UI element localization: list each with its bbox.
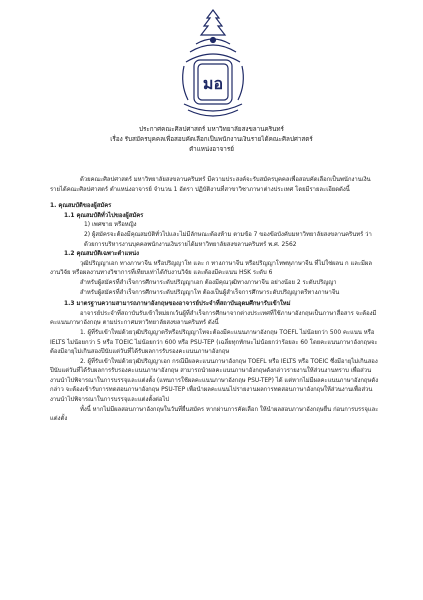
emblem-lettering: มอ	[202, 74, 224, 93]
section-1-1-item-1: 1) เพศชาย หรือหญิง	[84, 222, 137, 229]
heading-line-1: ประกาศคณะศิลปศาสตร์ มหาวิทยาลัยสงขลานครินทร์	[139, 126, 284, 133]
university-emblem-icon	[174, 4, 252, 124]
section-1-1-title: 1.1 คุณสมบัติทั่วไปของผู้สมัคร	[64, 212, 144, 219]
heading-line-2: เรื่อง รับสมัครบุคคลเพื่อสอบคัดเลือกเป็นพนักงานเงินรายได้คณะศิลปศาสตร์	[110, 136, 313, 143]
section-1-2-para-3: สำหรับผู้สมัครที่สำเร็จการศึกษาระดับปริญญาโท ต้องเป็นผู้สำเร็จการศึกษาระดับปริญญาตรีทางภาษาจีน	[80, 289, 340, 296]
section-1-3-para-2: 1. ผู้ที่รับเข้าใหม่ด้วยวุฒิปริญญาตรีหรือปริญญาโทจะต้องมีคะแนนภาษาอังกฤษ TOEFL ไม่น้อยกว่า 500 คะแนน หรือ IELTS ไม่น้อยกว่า 5 หรือ TOEIC ไม่น้อยกว่า 600 หรือ PSU-TEP (เฉลี่ยทุกทักษะไม่น้อยกว่าร้อยละ 60 โดยคะแนนภาษาอังกฤษจะต้องมีอายุไม่เกินสองปีนับแต่วันที่ได้รับผลการรับรองคะแนนภาษาอังกฤษ	[50, 329, 378, 356]
heading-line-3: ตำแหน่งอาจารย์	[189, 146, 234, 153]
announcement-body	[50, 176, 379, 425]
section-1-2-title: 1.2 คุณสมบัติเฉพาะตำแหน่ง	[64, 251, 140, 258]
section-1-1-item-2: 2) ผู้สมัครจะต้องมีคุณสมบัติทั่วไปและไม่มีลักษณะต้องห้าม ตามข้อ 7 ของข้อบังคับมหาวิทยาลัยสงขลานครินทร์ ว่าด้วยการบริหารงานบุคคลพนักงานเงินรายได้มหาวิทยาลัยสงขลานครินทร์ พ.ศ. 2562	[84, 231, 372, 248]
section-1-2-para-2: สำหรับผู้สมัครที่สำเร็จการศึกษาระดับปริญญาเอก ต้องมีคุณวุฒิทางภาษาจีน อย่างน้อย 2 ระดับปริญญา	[80, 279, 337, 286]
section-1-3-title: 1.3 มาตรฐานความสามารถภาษาอังกฤษของอาจารย์ประจำที่สถาบันอุดมศึกษารับเข้าใหม่	[64, 301, 291, 308]
section-1-3-para-4: ทั้งนี้ หากไม่มีผลสอบภาษาอังกฤษในวันที่ยื่นสมัคร หากผ่านการคัดเลือก ให้นำผลสอบภาษาอังกฤษยื่น ก่อนการบรรจุและแต่งตั้ง	[50, 406, 379, 423]
intro-paragraph: ด้วยคณะศิลปศาสตร์ มหาวิทยาลัยสงขลานครินทร์ มีความประสงค์จะรับสมัครบุคคลเพื่อสอบคัดเลือกเป็นพนักงานเงินรายได้คณะศิลปศาสตร์ ตำแหน่งอาจารย์ จำนวน 1 อัตรา ปฏิบัติงานที่สาขาวิชาภาษาต่างประเทศ โดยมีรายละเอียดดังนี้	[50, 177, 371, 193]
section-1-2-para-1: วุฒิปริญญาเอก ทางภาษาจีน หรือปริญญาโท และ ก ทางภาษาจีน หรือปริญญาโทพหุภาษาจีน ที่ไม่ใช่ผลน ก และมีผลงานวิจัย หรือผลงานทางวิชาการที่เทียบเท่าได้กับงานวิจัย และต้องมีคะแนน HSK ระดับ 6	[50, 260, 372, 277]
section-1-3-para-1: อาจารย์ประจำที่สถาบันรับเข้าใหม่ยกเว้นผู้ที่สำเร็จการศึกษาจากต่างประเทศที่ใช้ภาษาอังกฤษเป็นภาษาสื่อสาร จะต้องมีคะแนนภาษาอังกฤษ ตามประกาศมหาวิทยาลัยสงขลานครินทร์ ดังนี้	[50, 310, 377, 327]
section-1-3-para-3: 2. ผู้ที่รับเข้าใหม่ด้วยวุฒิปริญญาเอก กรณีมีผลคะแนนภาษาอังกฤษ TOEFL หรือ IELTS หรือ TOEIC ซึ่งมีอายุไม่เกินสองปีนับแต่วันที่ได้รับผลการรับรองคะแนนภาษาอังกฤษ สามารถนำผลคะแนนภาษาอังกฤษดังกล่าวรายงานให้ส่วนงานทราบ เพื่อส่วนงานนำไปพิจารณาในการบรรจุและแต่งตั้ง (แทนการใช้ผลคะแนนภาษาอังกฤษ PSU-TEP) ได้ แต่หากไม่มีผลคะแนนภาษาอังกฤษดังกล่าว จะต้องเข้ารับการทดสอบภาษาอังกฤษ PSU-TEP เพื่อนำผลคะแนนไปรายงานผลการทดสอบภาษาอังกฤษให้ส่วนงานเพื่อส่วนงานนำไปพิจารณาในการบรรจุและแต่งตั้งต่อไป	[50, 358, 379, 404]
section-1-title: 1. คุณสมบัติของผู้สมัคร	[50, 203, 112, 210]
announcement-heading	[40, 125, 383, 155]
